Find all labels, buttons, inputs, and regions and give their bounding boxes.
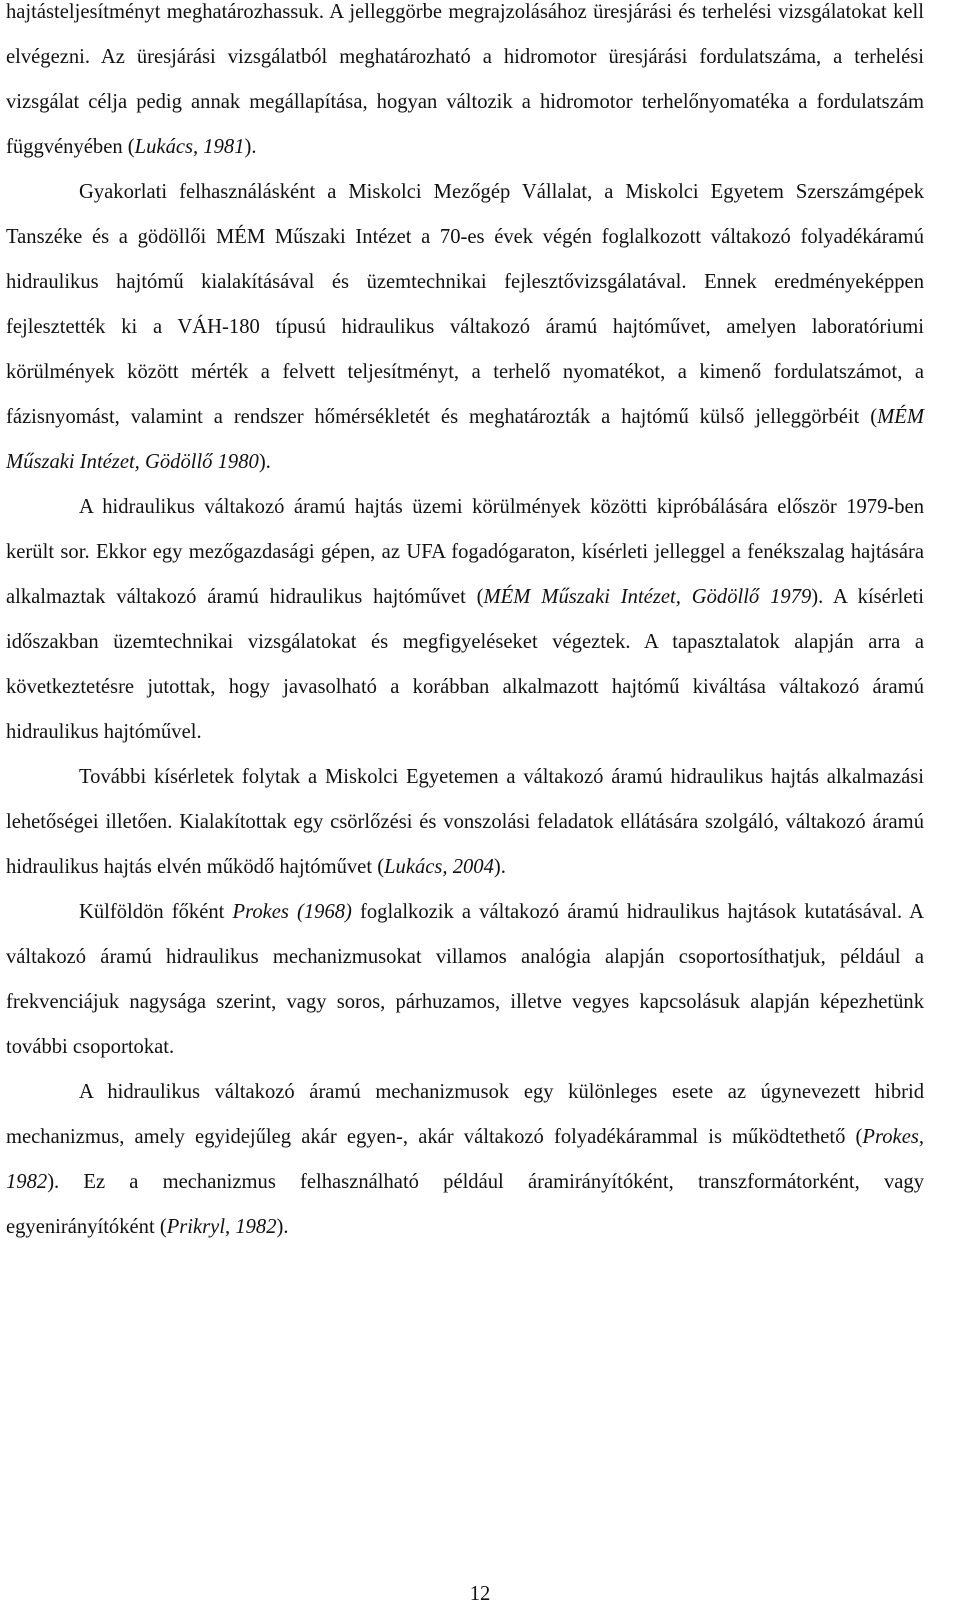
paragraph-text: További kísérletek folytak a Miskolci Egyetemen a váltakozó áramú hidraulikus hajtás alkalmazási lehetőségei illetően. Kialakítottak egy csörlőzési és vonszolási feladatok ellátására szolgáló, váltakozó áramú hidraulikus hajtás elvén működő hajtóművet ( — [6, 766, 924, 878]
paragraph-3 — [6, 485, 924, 755]
citation-text: Prikryl, 1982 — [166, 1216, 277, 1238]
paragraph-text: ). — [244, 136, 257, 158]
document-page — [6, 0, 924, 1250]
paragraph-text: Gyakorlati felhasználásként a Miskolci Mezőgép Vállalat, a Miskolci Egyetem Szerszámgépek Tanszéke és a gödöllői MÉM Műszaki Intézet a 70-es évek végén foglalkozott váltakozó folyadékáramú hidraulikus hajtómű kialakításával és üzemtechnikai fejlesztővizsgálatával. Ennek eredményeképpen fejlesztették ki a VÁH-180 típusú hidraulikus váltakozó áramú hajtóművet, amelyen laboratóriumi körülmények között mérték a felvett teljesítményt, a terhelő nyomatékot, a kimenő fordulatszámot, a fázisnyomást, valamint a rendszer hőmérsékletét és meghatározták a hajtómű külső jelleggörbéit ( — [6, 181, 924, 428]
paragraph-text: A hidraulikus váltakozó áramú mechanizmusok egy különleges esete az úgynevezett hibrid mechanizmus, amely egyidejűleg akár egyen-, akár váltakozó folyadékárammal is működtethető ( — [6, 1081, 924, 1148]
paragraph-4 — [6, 755, 924, 890]
paragraph-text: hajtásteljesítményt meghatározhassuk. A jelleggörbe megrajzolásához üresjárási és terhelési vizsgálatokat kell elvégezni. Az üresjárási vizsgálatból meghatározható a hidromotor üresjárási fordulatszáma, a terhelési vizsgálat célja pedig annak megállapítása, hogyan változik a hidromotor terhelőnyomatéka a fordulatszám függvényében ( — [6, 1, 924, 158]
paragraph-text: A hidraulikus váltakozó áramú hajtás üzemi körülmények közötti kipróbálására először 1979-ben került sor. Ekkor egy mezőgazdasági gépen, az UFA fogadógaraton, kísérleti jelleggel a fenékszalag hajtására alkalmaztak váltakozó áramú hidraulikus hajtóművet ( — [6, 496, 924, 608]
citation-text: MÉM Műszaki Intézet, Gödöllő 1980 — [6, 406, 924, 473]
paragraph-text: ). A kísérleti időszakban üzemtechnikai vizsgálatokat és megfigyeléseket végeztek. A tapasztalatok alapján arra a következtetésre jutottak, hogy javasolható a korábban alkalmazott hajtómű kiváltása váltakozó áramú hidraulikus hajtóművel. — [6, 586, 924, 743]
paragraph-text: ). Ez a mechanizmus felhasználható például áramirányítóként, transzformátorként, vagy egyenirányítóként ( — [6, 1171, 924, 1238]
paragraph-text: Külföldön főként — [79, 901, 233, 923]
citation-text: Lukács, 2004 — [384, 856, 494, 878]
paragraph-1 — [6, 0, 924, 170]
paragraph-text: ). — [493, 856, 506, 878]
paragraph-text: ). — [258, 451, 271, 473]
citation-text: Prokes, 1982 — [6, 1126, 924, 1193]
paragraph-5 — [6, 890, 924, 1070]
citation-text: Lukács, 1981 — [134, 136, 245, 158]
citation-text: Prokes (1968) — [232, 901, 352, 923]
paragraph-6 — [6, 1070, 924, 1250]
paragraph-text: ). — [276, 1216, 289, 1238]
page-number: 12 — [469, 1583, 491, 1605]
citation-text: MÉM Műszaki Intézet, Gödöllő 1979 — [483, 586, 812, 608]
paragraph-2 — [6, 170, 924, 485]
paragraph-text: foglalkozik a váltakozó áramú hidraulikus hajtások kutatásával. A váltakozó áramú hidraulikus mechanizmusokat villamos analógia alapján csoportosíthatjuk, például a frekvenciájuk nagysága szerint, vagy soros, párhuzamos, illetve vegyes kapcsolásuk alapján képezhetünk további csoportokat. — [6, 901, 924, 1058]
